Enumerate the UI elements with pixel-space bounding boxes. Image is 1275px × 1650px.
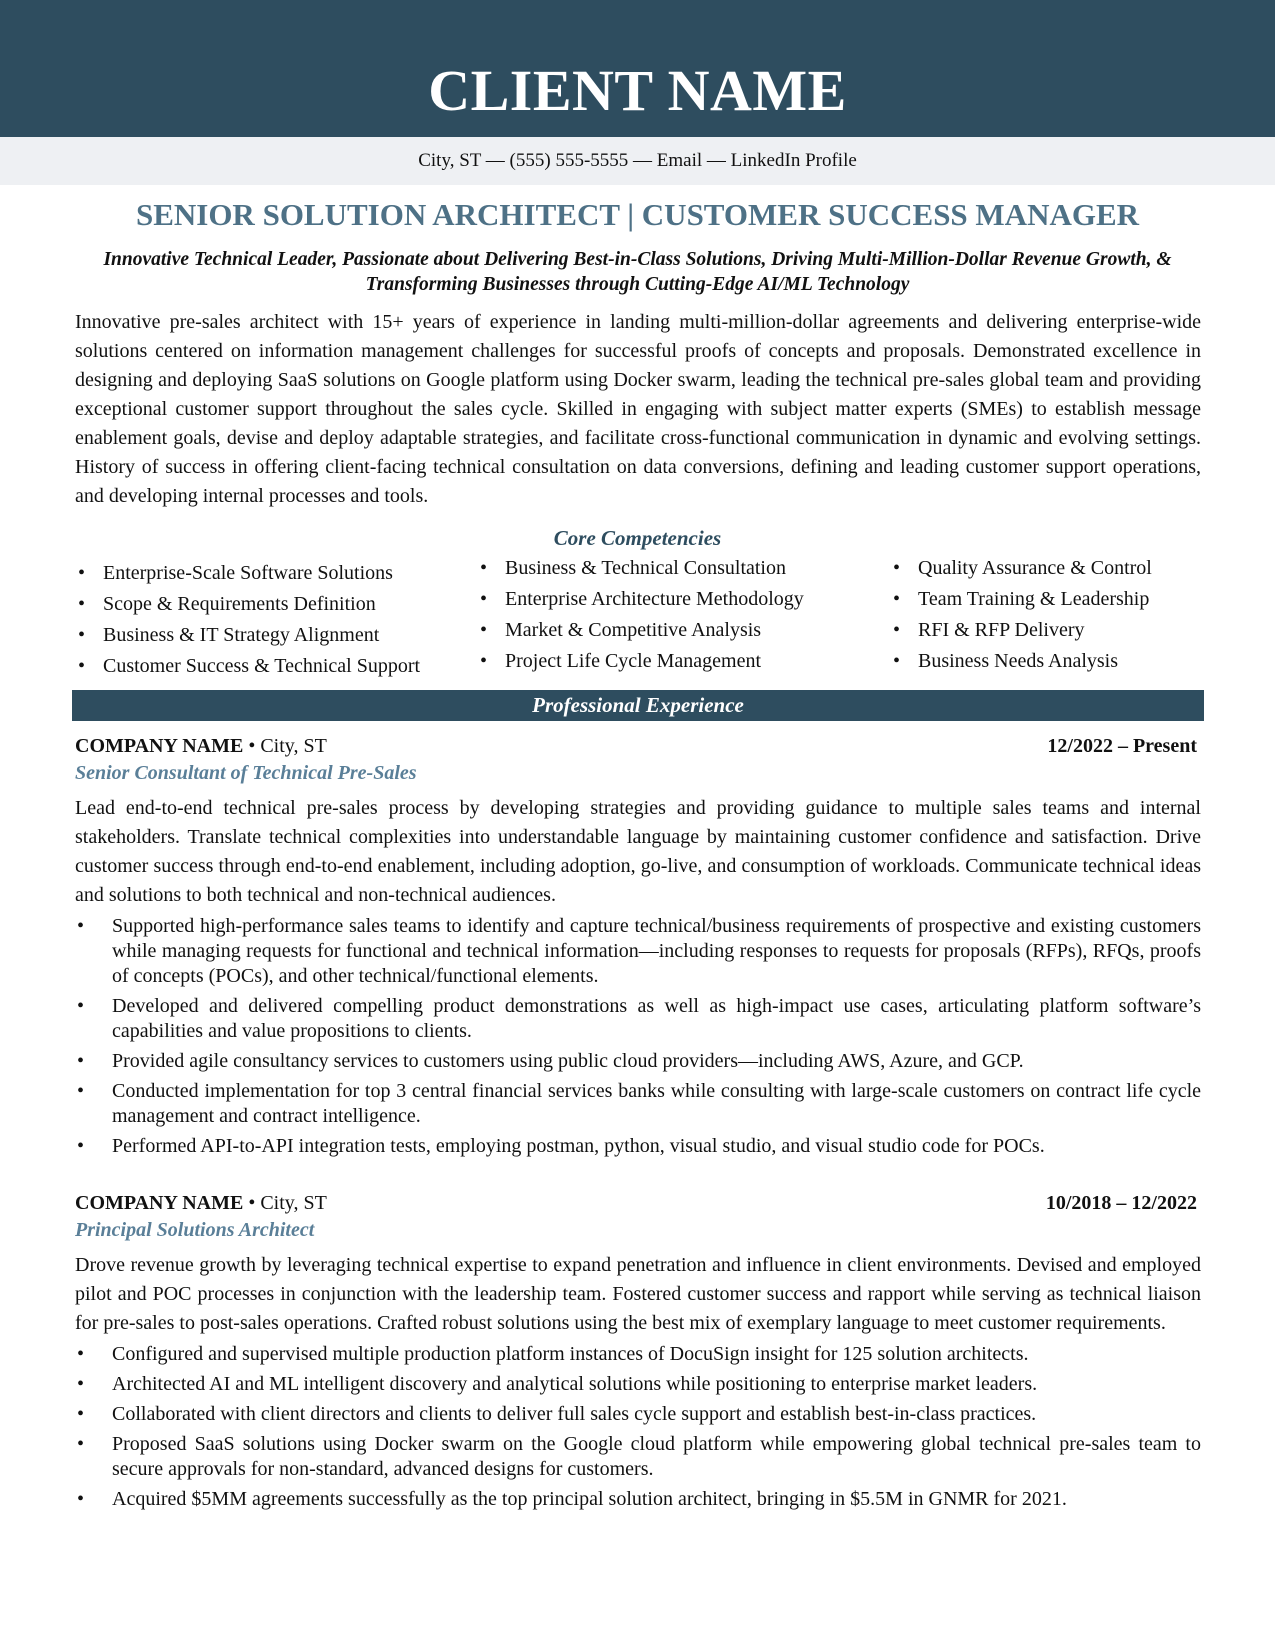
competency-item: • Business & Technical Consultation <box>477 553 804 584</box>
competency-item: • Project Life Cycle Management <box>477 646 804 677</box>
bullet-icon: • <box>77 1403 85 1425</box>
bullet-icon: • <box>78 562 86 584</box>
achievement-item: • Acquired $5MM agreements successfully as the top principal solution architect, bringing in $5.5M in GNMR for 2021. <box>77 1488 1067 1510</box>
achievement-item: • Provided agile consultancy services to customers using public cloud providers—including AWS, Azure, and GCP. <box>77 1050 1024 1072</box>
competency-item: • Market & Competitive Analysis <box>477 615 804 646</box>
competency-item: • Business Needs Analysis <box>890 646 1152 677</box>
client-name: CLIENT NAME <box>428 58 847 123</box>
competency-item: • Scope & Requirements Definition <box>75 589 420 620</box>
bullet-icon: • <box>480 650 488 672</box>
bullet-icon: • <box>893 588 901 610</box>
job-achievements <box>75 1342 1201 1512</box>
job-title: Principal Solutions Architect <box>75 1219 315 1241</box>
bullet-icon: • <box>77 1343 85 1365</box>
bullet-icon: • <box>78 624 86 646</box>
company-location: • City, ST <box>243 1192 327 1214</box>
achievement-item: • Architected AI and ML intelligent discovery and analytical solutions while positioning to enterprise market leaders. <box>77 1373 1038 1395</box>
bullet-icon: • <box>77 915 85 937</box>
competencies-column-2 <box>477 553 804 677</box>
competencies-column-1 <box>75 558 420 682</box>
contact-phone: (555) 555-5555 <box>509 150 629 171</box>
job-description: Lead end-to-end technical pre-sales process by developing strategies and providing guidance to multiple sales teams and internal stakeholders. Translate technical complexities into understandable language by maintaining customer confidence and satisfaction. Drive customer success through end-to-end enablement, including adoption, go-live, and consumption of workloads. Communicate technical ideas and solutions to both technical and non-technical audiences. <box>75 797 1201 906</box>
bullet-icon: • <box>77 1050 85 1072</box>
achievement-item: • Configured and supervised multiple production platform instances of DocuSign insight for 125 solution architects. <box>77 1343 1029 1365</box>
bullet-icon: • <box>77 1488 85 1510</box>
competency-item: • Business & IT Strategy Alignment <box>75 620 420 651</box>
bullet-icon: • <box>78 655 86 677</box>
job-header <box>75 1190 1201 1217</box>
contact-email: Email <box>656 150 703 171</box>
job-achievements <box>75 914 1201 1159</box>
bullet-icon: • <box>893 619 901 641</box>
competencies-column-3 <box>890 553 1152 677</box>
job-header <box>75 733 1201 760</box>
competency-item: • RFI & RFP Delivery <box>890 615 1152 646</box>
job-entry <box>75 733 1201 1164</box>
achievement-item: • Performed API-to-API integration tests, employing postman, python, visual studio, and visual studio code for POCs. <box>77 1135 1045 1157</box>
bullet-icon: • <box>893 557 901 579</box>
achievement-item: • Supported high-performance sales teams to identify and capture technical/business requirements of prospective and existing customers while managing requests for functional and technical information—including responses to requests for proposals (RFPs), RFQs, proofs of concepts (POCs), and other technical/functional elements. <box>77 915 1201 987</box>
bullet-icon: • <box>77 995 85 1017</box>
headline: SENIOR SOLUTION ARCHITECT | CUSTOMER SUCCESS MANAGER <box>135 197 1140 232</box>
experience-section-header: Professional Experience <box>72 690 1204 721</box>
contact-linkedin: LinkedIn Profile <box>730 150 857 171</box>
achievement-item: • Conducted implementation for top 3 central financial services banks while consulting with large-scale customers on contract life cycle management and contract intelligence. <box>77 1080 1201 1127</box>
contact-separator: — <box>628 150 657 171</box>
bullet-icon: • <box>78 593 86 615</box>
achievement-item: • Collaborated with client directors and clients to deliver full sales cycle support and establish best-in-class practices. <box>77 1403 1037 1425</box>
competencies-title: Core Competencies <box>553 526 722 550</box>
competency-item: • Quality Assurance & Control <box>890 553 1152 584</box>
job-entry <box>75 1190 1201 1517</box>
bullet-icon: • <box>77 1373 85 1395</box>
bullet-icon: • <box>77 1135 85 1157</box>
contact-location: City, ST <box>418 150 482 171</box>
competency-item: • Team Training & Leadership <box>890 584 1152 615</box>
tagline: Innovative Technical Leader, Passionate about Delivering Best-in-Class Solutions, Driving Multi-Million-Dollar Revenue Growth, & Transforming Businesses through Cutting-Edge AI/ML Technology <box>103 249 1172 295</box>
company-location: • City, ST <box>243 735 327 757</box>
company-name: COMPANY NAME <box>75 735 244 757</box>
name-banner <box>0 0 1275 137</box>
bullet-icon: • <box>77 1080 85 1102</box>
contact-bar <box>0 137 1275 185</box>
competency-item: • Customer Success & Technical Support <box>75 651 420 682</box>
job-description: Drove revenue growth by leveraging technical expertise to expand penetration and influence in client environments. Devised and employed pilot and POC processes in conjunction with the leadership team. Fostered customer success and rapport while serving as technical liaison for pre-sales to post-sales operations. Crafted robust solutions using the best mix of exemplary language to meet customer requirements. <box>75 1254 1201 1334</box>
job-title: Senior Consultant of Technical Pre-Sales <box>75 762 417 784</box>
company-name: COMPANY NAME <box>75 1192 244 1214</box>
achievement-item: • Developed and delivered compelling product demonstrations as well as high-impact use cases, articulating platform software’s capabilities and value propositions to clients. <box>77 995 1201 1042</box>
bullet-icon: • <box>893 650 901 672</box>
achievement-item: • Proposed SaaS solutions using Docker swarm on the Google cloud platform while empowering global technical pre-sales team to secure approvals for non-standard, advanced designs for customers. <box>77 1433 1201 1480</box>
competency-item: • Enterprise Architecture Methodology <box>477 584 804 615</box>
job-dates: 12/2022 – Present <box>1047 735 1197 757</box>
bullet-icon: • <box>480 588 488 610</box>
summary-paragraph: Innovative pre-sales architect with 15+ years of experience in landing multi-million-dollar agreements and delivering enterprise-wide solutions centered on information management challenges for successful proofs of concepts and proposals. Demonstrated excellence in designing and deploying SaaS solutions on Google platform using Docker swarm, leading the technical pre-sales global team and providing exceptional customer support throughout the sales cycle. Skilled in engaging with subject matter experts (SMEs) to establish message enablement goals, devise and deploy adaptable strategies, and facilitate cross-functional communication in dynamic and evolving settings. History of success in offering client-facing technical consultation on data conversions, defining and leading customer support operations, and developing internal processes and tools. <box>75 311 1201 507</box>
bullet-icon: • <box>480 557 488 579</box>
job-dates: 10/2018 – 12/2022 <box>1045 1192 1197 1214</box>
bullet-icon: • <box>77 1433 85 1455</box>
bullet-icon: • <box>480 619 488 641</box>
contact-separator: — <box>702 150 731 171</box>
competency-item: • Enterprise-Scale Software Solutions <box>75 558 420 589</box>
contact-separator: — <box>481 150 510 171</box>
